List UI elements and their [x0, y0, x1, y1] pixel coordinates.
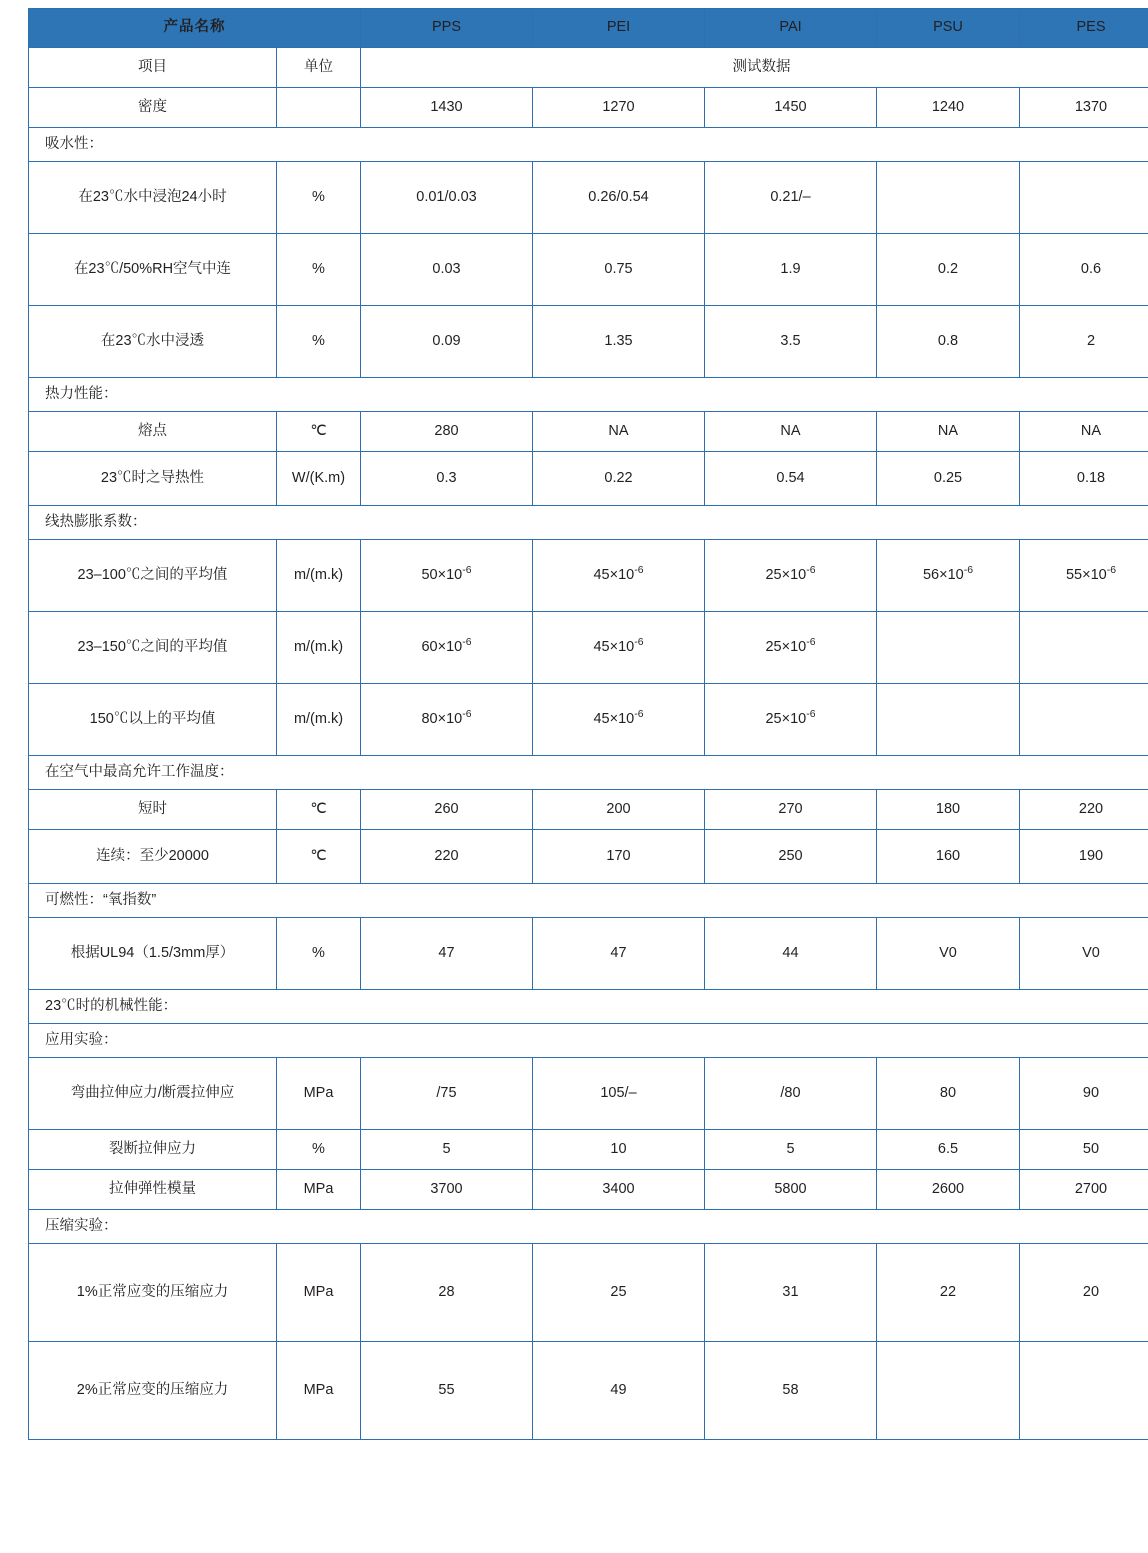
row-unit: MPa	[277, 1342, 361, 1440]
row-value	[877, 684, 1020, 756]
row-value: 49	[533, 1342, 705, 1440]
row-value: 0.26/0.54	[533, 162, 705, 234]
row-value: 2	[1020, 306, 1148, 378]
table-row	[29, 88, 1148, 128]
section-label: 压缩实验：	[29, 1210, 1148, 1244]
row-value: 22	[877, 1244, 1020, 1342]
row-unit	[277, 88, 361, 128]
table-row	[29, 1170, 1148, 1210]
subheader-item: 项目	[29, 48, 277, 88]
row-value: 170	[533, 830, 705, 884]
row-value: 20	[1020, 1244, 1148, 1342]
header-material-pps: PPS	[361, 9, 533, 48]
table-row	[29, 234, 1148, 306]
row-value: 220	[361, 830, 533, 884]
row-value: NA	[705, 412, 877, 452]
row-item-label: 2%正常应变的压缩应力	[29, 1342, 277, 1440]
row-value: 1270	[533, 88, 705, 128]
row-value: 190	[1020, 830, 1148, 884]
row-unit: %	[277, 234, 361, 306]
row-value: 47	[361, 918, 533, 990]
table-row	[29, 684, 1148, 756]
row-value: 0.75	[533, 234, 705, 306]
row-value: $25\times 10^{-6}$	[705, 612, 877, 684]
row-item-label: 在23℃水中浸泡24小时	[29, 162, 277, 234]
row-value: 180	[877, 790, 1020, 830]
row-value: 1240	[877, 88, 1020, 128]
table-row	[29, 1342, 1148, 1440]
row-value: $45\times 10^{-6}$	[533, 612, 705, 684]
row-value	[877, 612, 1020, 684]
row-value: 55	[361, 1342, 533, 1440]
row-value: 2700	[1020, 1170, 1148, 1210]
table-row	[29, 412, 1148, 452]
table-rows	[29, 88, 1148, 1440]
row-value: /75	[361, 1058, 533, 1130]
header-material-pes: PES	[1020, 9, 1148, 48]
row-value: NA	[533, 412, 705, 452]
table-header	[29, 9, 1148, 48]
row-item-label: 短时	[29, 790, 277, 830]
row-value: 1450	[705, 88, 877, 128]
table-row	[29, 612, 1148, 684]
table-row	[29, 830, 1148, 884]
row-value: 25	[533, 1244, 705, 1342]
section-label: 吸水性：	[29, 128, 1148, 162]
section-row	[29, 378, 1148, 412]
row-value: 0.09	[361, 306, 533, 378]
row-unit: %	[277, 918, 361, 990]
row-value: 200	[533, 790, 705, 830]
row-unit: m/(m.k)	[277, 684, 361, 756]
row-value: $60\times 10^{-6}$	[361, 612, 533, 684]
row-value	[1020, 612, 1148, 684]
row-value: 0.03	[361, 234, 533, 306]
row-value: 220	[1020, 790, 1148, 830]
row-value: $45\times 10^{-6}$	[533, 540, 705, 612]
row-value: 3400	[533, 1170, 705, 1210]
row-item-label: 弯曲拉伸应力/断震拉伸应	[29, 1058, 277, 1130]
row-value: 50	[1020, 1130, 1148, 1170]
row-value: 44	[705, 918, 877, 990]
header-material-pei: PEI	[533, 9, 705, 48]
row-value: 1370	[1020, 88, 1148, 128]
row-item-label: 连续：至少20000	[29, 830, 277, 884]
row-value: V0	[1020, 918, 1148, 990]
row-item-label: 1%正常应变的压缩应力	[29, 1244, 277, 1342]
table-row	[29, 1058, 1148, 1130]
header-row	[29, 9, 1148, 48]
row-value: 105/–	[533, 1058, 705, 1130]
row-item-label: 拉伸弹性模量	[29, 1170, 277, 1210]
subheader-unit: 单位	[277, 48, 361, 88]
header-product-name: 产品名称	[29, 9, 361, 48]
row-item-label: 熔点	[29, 412, 277, 452]
row-value: 47	[533, 918, 705, 990]
section-row	[29, 990, 1148, 1024]
header-material-psu: PSU	[877, 9, 1020, 48]
row-item-label: 23–100℃之间的平均值	[29, 540, 277, 612]
row-value: 280	[361, 412, 533, 452]
row-value: NA	[1020, 412, 1148, 452]
table-row	[29, 790, 1148, 830]
row-value: 1.35	[533, 306, 705, 378]
section-row	[29, 884, 1148, 918]
row-unit: ℃	[277, 830, 361, 884]
row-unit: %	[277, 306, 361, 378]
header-material-pai: PAI	[705, 9, 877, 48]
row-unit: ℃	[277, 412, 361, 452]
row-value: 2600	[877, 1170, 1020, 1210]
row-value: 10	[533, 1130, 705, 1170]
table-row	[29, 162, 1148, 234]
row-value: 0.22	[533, 452, 705, 506]
row-item-label: 23℃时之导热性	[29, 452, 277, 506]
section-label: 应用实验：	[29, 1024, 1148, 1058]
row-value: 0.6	[1020, 234, 1148, 306]
row-value: 5	[705, 1130, 877, 1170]
row-unit: m/(m.k)	[277, 612, 361, 684]
section-row	[29, 506, 1148, 540]
row-item-label: 裂断拉伸应力	[29, 1130, 277, 1170]
section-label: 线热膨胀系数：	[29, 506, 1148, 540]
row-unit: ℃	[277, 790, 361, 830]
row-value: 250	[705, 830, 877, 884]
row-value: 0.01/0.03	[361, 162, 533, 234]
row-value: 0.18	[1020, 452, 1148, 506]
row-value: $80\times 10^{-6}$	[361, 684, 533, 756]
section-label: 在空气中最高允许工作温度：	[29, 756, 1148, 790]
row-value: 1430	[361, 88, 533, 128]
table-row	[29, 540, 1148, 612]
table-body	[29, 48, 1148, 88]
section-row	[29, 1024, 1148, 1058]
row-item-label: 在23℃水中浸透	[29, 306, 277, 378]
row-value: $56\times 10^{-6}$	[877, 540, 1020, 612]
row-value	[1020, 1342, 1148, 1440]
section-row	[29, 128, 1148, 162]
row-item-label: 根据UL94（1.5/3mm厚）	[29, 918, 277, 990]
row-value: 3700	[361, 1170, 533, 1210]
subheader-row	[29, 48, 1148, 88]
row-value: $45\times 10^{-6}$	[533, 684, 705, 756]
row-value: 6.5	[877, 1130, 1020, 1170]
table-row	[29, 1244, 1148, 1342]
section-label: 可燃性：“氧指数”	[29, 884, 1148, 918]
row-value: 58	[705, 1342, 877, 1440]
row-unit: MPa	[277, 1244, 361, 1342]
row-value	[877, 162, 1020, 234]
row-value: 270	[705, 790, 877, 830]
table-row	[29, 452, 1148, 506]
row-value: 260	[361, 790, 533, 830]
row-unit: %	[277, 162, 361, 234]
row-value: 5800	[705, 1170, 877, 1210]
section-label: 23℃时的机械性能：	[29, 990, 1148, 1024]
row-value: 0.2	[877, 234, 1020, 306]
row-value	[1020, 162, 1148, 234]
row-value: 90	[1020, 1058, 1148, 1130]
section-label: 热力性能：	[29, 378, 1148, 412]
row-value: 0.3	[361, 452, 533, 506]
row-value: $25\times 10^{-6}$	[705, 540, 877, 612]
row-value: 28	[361, 1244, 533, 1342]
row-value: 0.25	[877, 452, 1020, 506]
row-item-label: 密度	[29, 88, 277, 128]
row-unit: MPa	[277, 1058, 361, 1130]
section-row	[29, 756, 1148, 790]
row-value: 5	[361, 1130, 533, 1170]
section-row	[29, 1210, 1148, 1244]
row-value: /80	[705, 1058, 877, 1130]
row-item-label: 在23℃/50%RH空气中连	[29, 234, 277, 306]
row-value: 1.9	[705, 234, 877, 306]
row-value: 160	[877, 830, 1020, 884]
row-unit: W/(K.m)	[277, 452, 361, 506]
row-value: 0.8	[877, 306, 1020, 378]
subheader-testdata: 测试数据	[361, 48, 1148, 88]
row-value: NA	[877, 412, 1020, 452]
row-item-label: 150℃以上的平均值	[29, 684, 277, 756]
table-row	[29, 1130, 1148, 1170]
row-value: $25\times 10^{-6}$	[705, 684, 877, 756]
row-value: 31	[705, 1244, 877, 1342]
row-value: 0.21/–	[705, 162, 877, 234]
row-value: 3.5	[705, 306, 877, 378]
row-value: $55\times 10^{-6}$	[1020, 540, 1148, 612]
material-properties-table	[28, 8, 1148, 1440]
table-row	[29, 306, 1148, 378]
row-unit: MPa	[277, 1170, 361, 1210]
row-value	[877, 1342, 1020, 1440]
table-row	[29, 918, 1148, 990]
row-value	[1020, 684, 1148, 756]
row-value: 0.54	[705, 452, 877, 506]
row-item-label: 23–150℃之间的平均值	[29, 612, 277, 684]
row-unit: %	[277, 1130, 361, 1170]
row-value: $50\times 10^{-6}$	[361, 540, 533, 612]
row-value: 80	[877, 1058, 1020, 1130]
row-value: V0	[877, 918, 1020, 990]
row-unit: m/(m.k)	[277, 540, 361, 612]
